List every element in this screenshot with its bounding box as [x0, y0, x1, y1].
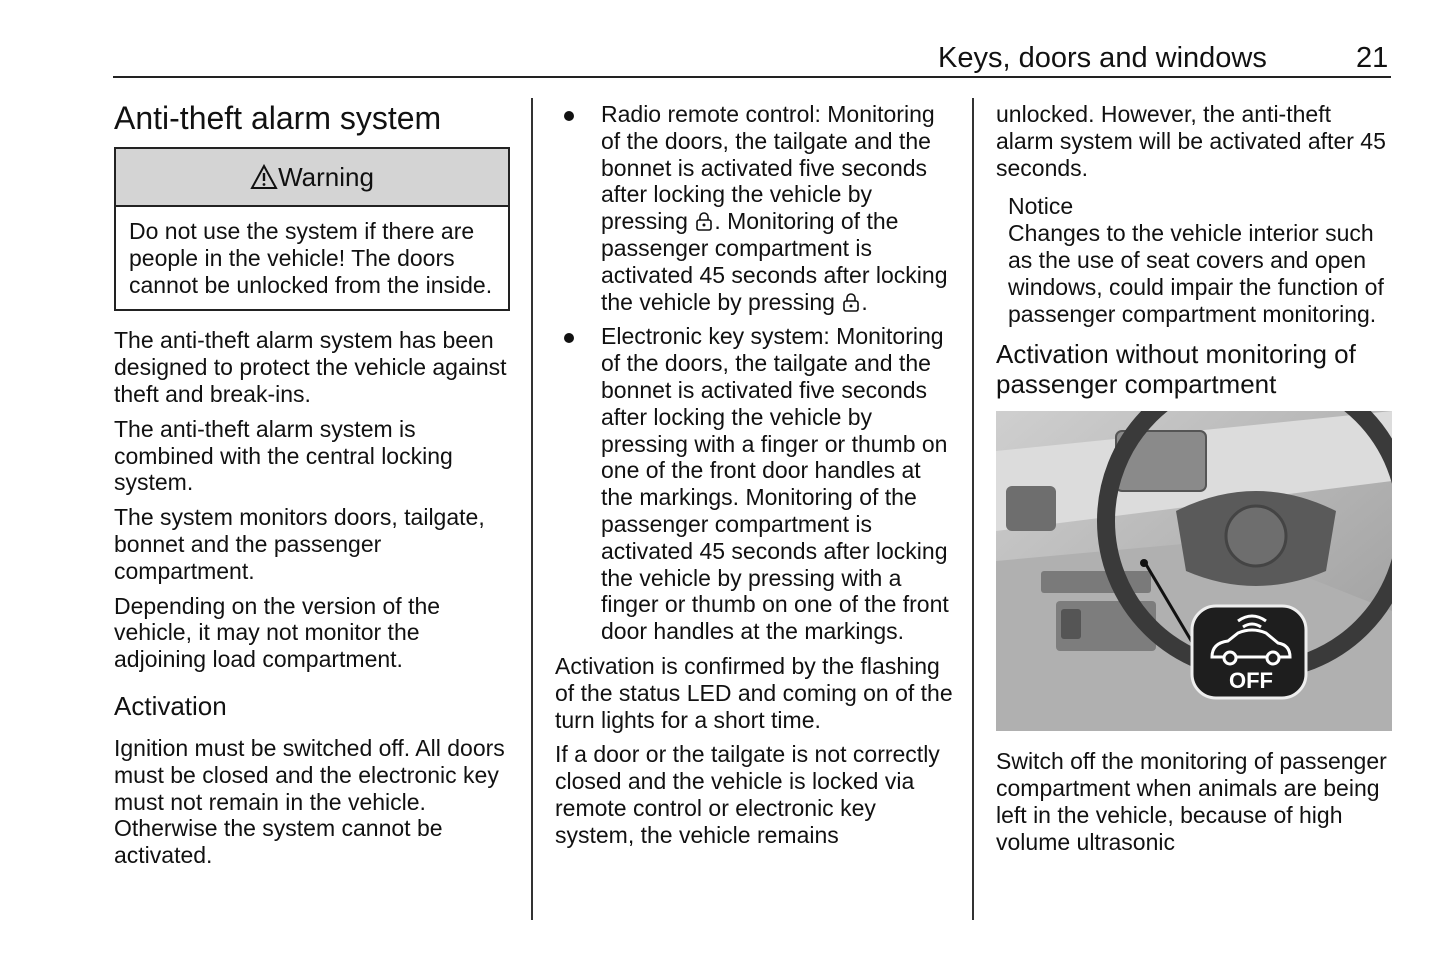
- activation-paragraph: Ignition must be switched off. All doors must be closed and the electronic key must not remain in the vehicle. Otherwise the system cannot be activated.: [114, 734, 505, 869]
- list-item: [555, 101, 955, 315]
- bullet-text: . Monitoring of the passenger compartment is activated 45 seconds after locking the vehicle by pressing: [601, 208, 948, 315]
- warning-triangle-icon: [250, 164, 278, 190]
- warning-box: [114, 147, 510, 311]
- bullet-icon: [564, 111, 574, 121]
- bullet-text: .: [861, 288, 868, 315]
- paragraph: The system monitors doors, tailgate, bonnet and the passenger compartment.: [114, 504, 485, 584]
- column-2: [555, 101, 955, 857]
- section-heading: Anti-theft alarm system: [114, 100, 442, 136]
- warning-title: Warning: [278, 161, 374, 192]
- dashboard-figure: [996, 411, 1392, 731]
- paragraph: Activation is confirmed by the flashing of the status LED and coming on of the turn lights for a short time.: [555, 652, 953, 733]
- paragraph: The anti-theft alarm system is combined with the central locking system.: [114, 415, 453, 496]
- paragraph: Depending on the version of the vehicle, it may not monitor the adjoining load compartment.: [114, 592, 441, 673]
- subheading-activation: Activation: [114, 690, 227, 721]
- paragraph: The anti-theft alarm system has been designed to protect the vehicle against theft and break-ins.: [114, 327, 507, 407]
- dashboard-illustration: [996, 411, 1392, 731]
- bullet-text: Electronic key system: Monitoring of the doors, the tailgate and the bonnet is activated five seconds after locking the vehicle by pressing with a finger or thumb on one of the front door handles at the markings. Monitoring of the passenger compartment is activated 45 seconds after locking the vehicle by pressing with a finger or thumb on one of the front door handles at the markings.: [601, 323, 949, 645]
- column-divider-1: [531, 98, 533, 920]
- paragraph: If a door or the tailgate is not correctly closed and the vehicle is locked via remote control or electronic key system, the vehicle remains: [555, 741, 940, 848]
- header-divider: [113, 76, 1391, 78]
- list-item: [555, 323, 955, 645]
- notice-title: Notice: [1008, 193, 1074, 220]
- warning-header: [116, 149, 508, 207]
- column-3: [996, 101, 1394, 864]
- bullet-list: [555, 101, 955, 645]
- lock-icon: [842, 292, 860, 312]
- paragraph: Switch off the monitoring of passenger compartment when animals are being left in the vehicle, because of high volume ultrasonic: [996, 748, 1387, 855]
- bullet-icon: [564, 333, 574, 343]
- paragraph: unlocked. However, the anti-theft alarm system will be activated after 45 seconds.: [996, 101, 1386, 181]
- notice-text: Changes to the vehicle interior such as the use of seat covers and open windows, could impair the function of passenger compartment monitoring.: [1008, 220, 1384, 327]
- off-button-label: OFF: [1229, 668, 1273, 694]
- lock-icon: [695, 211, 713, 231]
- column-1: [114, 100, 510, 877]
- subheading-no-monitoring: Activation without monitoring of passenger compartment: [996, 339, 1356, 400]
- header-title: Keys, doors and windows: [938, 42, 1267, 74]
- warning-text: Do not use the system if there are people in the vehicle! The doors cannot be unlocked from the inside.: [129, 218, 493, 298]
- bullet-text: Radio remote control: Monitoring of the doors, the tailgate and the bonnet is activated five seconds after locking the vehicle by pressing: [601, 101, 935, 235]
- column-divider-2: [972, 98, 974, 920]
- page-number: 21: [1356, 42, 1389, 74]
